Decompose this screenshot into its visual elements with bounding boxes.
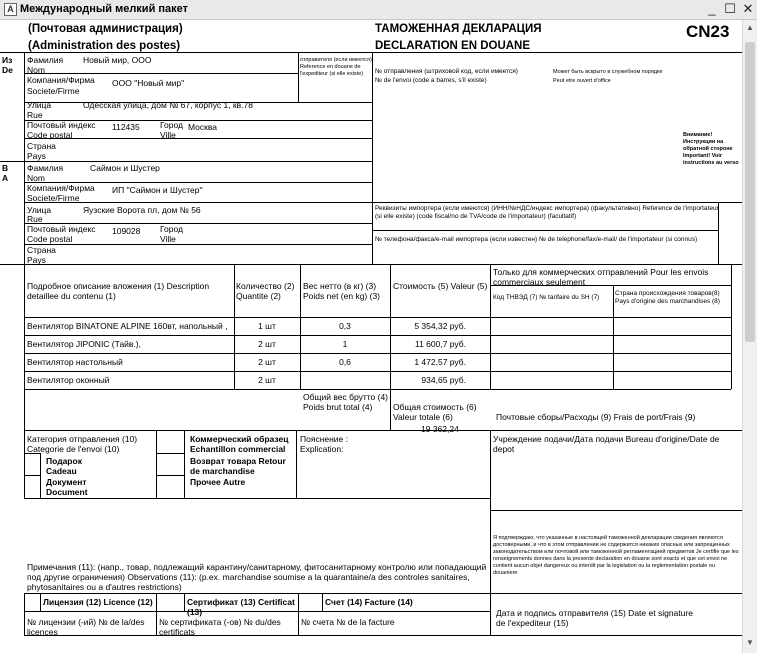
maximize-button[interactable]: ☐ [724,1,736,16]
divider [298,52,299,102]
item-quantity[interactable]: 2 шт [258,339,276,349]
divider [490,430,491,593]
postal-admin-fr: (Administration des postes) [28,40,181,52]
col-value-header: Стоимость (5) Valeur (5) [393,281,488,291]
recipient-postcode-label: Code postal [27,234,73,244]
item-weight[interactable]: 0,6 [339,357,351,367]
divider [322,593,323,611]
window-title: Международный мелкий пакет [20,3,189,15]
sender-city-label: Ville [160,130,176,140]
category-commercial-sample[interactable]: Коммерческий образец Echantillon commercial [190,434,289,454]
sender-country-label: Страна [27,141,56,151]
importer-reference-label: Реквизиты импортера (если имеются) (ИНН/№НДС/индекс импортера) (факультативно) Reference de l'importateur (si elle existe) (code fiscal/no de TVA/code de l'importateur) (facultatif) [375,205,719,220]
may-open-label: Может быть вскрыто в служебном порядке [553,69,663,75]
divider [372,202,742,203]
item-value[interactable]: 1 472,57 руб. [414,357,466,367]
recipient-street-value[interactable]: Яузские Ворота пл, дом № 56 [83,205,201,215]
divider [24,244,372,245]
divider [24,430,742,431]
window-titlebar [0,0,757,20]
sender-postcode-label: Почтовый индекс [27,120,96,130]
divider [184,593,185,611]
commercial-header: Только для коммерческих отправлений Pour les envois commerciaux seulement [493,267,709,287]
sender-company-label: Компания/Фирма [27,75,95,85]
divider [0,52,742,53]
sender-surname-value[interactable]: Новый мир, ООО [83,55,152,65]
recipient-city-label: Город [160,224,183,234]
divider [24,353,731,354]
item-weight[interactable]: 1 [342,339,348,349]
category-document[interactable]: Документ Document [46,477,88,497]
divider [24,475,40,476]
scroll-up-arrow-icon[interactable]: ▲ [746,23,754,32]
postal-admin-ru: (Почтовая администрация) [28,23,183,35]
divider [24,138,372,139]
divider [372,230,718,231]
divider [24,389,731,390]
total-value[interactable]: 19 362,24 [421,424,459,434]
recipient-country-label: Pays [27,255,46,265]
close-button[interactable]: ✕ [742,1,754,16]
sender-side-label: De [2,65,13,75]
category-other[interactable]: Прочее Autre [190,477,246,487]
divider [156,475,184,476]
sender-street-label: Улица [27,100,52,110]
col-origin-clip [615,288,730,316]
recipient-company-label: Компания/Фирма [27,183,95,193]
barcode-label: № de l'envoi (code a barres, s'il existe) [375,77,487,84]
item-value[interactable]: 11 600,7 руб. [414,339,466,349]
divider [24,593,742,594]
sender-city-label: Город [160,120,183,130]
divider [24,371,731,372]
item-description[interactable]: Вентилятор настольный [27,357,123,367]
item-description[interactable]: Вентилятор JIPONIC (Тайв.), [27,339,141,349]
divider [40,453,41,498]
divider [40,593,41,611]
scroll-down-arrow-icon[interactable]: ▼ [746,638,754,647]
divider [24,52,25,264]
total-value-label: Общая стоимость (6) Valeur totale (6) [393,402,477,422]
recipient-surname-value[interactable]: Саймон и Шустер [90,163,160,173]
recipient-country-label: Страна [27,245,56,255]
recipient-company-label: Societe/Firme [27,193,80,203]
divider [0,161,372,162]
category-label: Категория отправления (10) Categorie de l'envoi (10) [27,434,138,454]
importer-phone-label: № телефона/факса/e-mail импортера (если известен) № de telephone/fax/e-mail/ de l'importateur (si connus) [375,236,698,243]
col-weight-header: Вес нетто (в кг) (3) Poids net (en kg) (3) [303,281,381,301]
recipient-postcode-label: Почтовый индекс [27,224,96,234]
form-code: CN23 [686,22,730,41]
sender-postcode-label: Code postal [27,130,73,140]
divider [156,453,184,454]
may-open-label: Peut etre ouvert d'office [553,78,611,84]
divider [156,593,157,635]
divider [24,73,298,74]
sender-surname-label: Nom [27,65,45,75]
item-description[interactable]: Вентилятор BINATONE ALPINE 160вт, напольный , [27,321,228,331]
divider [156,430,157,498]
item-weight[interactable]: 0,3 [339,321,351,331]
divider [24,498,490,499]
divider [24,335,731,336]
licence-number-label: № лицензии (-ий) № de la/des licences [27,617,145,637]
vertical-scrollbar[interactable] [742,20,757,653]
signature-label: Дата и подпись отправителя (15) Date et signature de l'expediteur (15) [496,608,693,628]
divider [490,593,491,635]
sender-country-label: Pays [27,151,46,161]
recipient-surname-label: Фамилия [27,163,64,173]
app-icon: A [4,3,17,16]
sender-city-value[interactable]: Москва [188,122,218,132]
sender-company-value[interactable]: ООО "Новый мир" [112,78,185,88]
divider [24,317,731,318]
barcode-label: № отправления (штриховой код, если имеется) [375,68,518,75]
sender-street-label: Rue [27,110,43,120]
divider [731,264,732,389]
certificate-number-label: № сертификата (-ов) № du/des certificats [159,617,281,637]
col-quantity-header: Количество (2) Quantite (2) [236,281,295,301]
item-value[interactable]: 934,65 руб. [421,375,466,385]
explanation-label: Пояснение : Explication: [300,434,349,454]
licence-checkbox-label[interactable]: Лицензия (12) Licence (12) [43,597,153,607]
divider [296,430,297,498]
category-returned-goods[interactable]: Возврат товара Retour de marchandise [190,456,286,476]
recipient-postcode-value[interactable]: 109028 [112,226,141,236]
invoice-number-label: № счета № de la facture [301,617,395,627]
customs-title-ru: ТАМОЖЕННАЯ ДЕКЛАРАЦИЯ [375,23,542,35]
observations-label: Примечания (11): (напр., товар, подлежащий карантину/санитарному, фитосанитарному контролю или попадающий под другие ограничения) Observations (11): (p.ex. marchandise soumise a la quarantaine/a des controles sanitaires, phytosanitaires ou a d'autres restrictions) [27,562,487,592]
customs-title-fr: DECLARATION EN DOUANE [375,40,531,52]
col-origin-header: Страна происхождения товаров(8) Pays d'origine des marchandises (8) [615,290,720,305]
recipient-street-label: Улица [27,205,52,215]
sender-street-value[interactable]: Одесская улица, дом № 67, корпус 1, кв.78 [83,100,253,110]
office-of-origin-label: Учреждение подачи/Дата подачи Bureau d'origine/Date de depot [493,434,720,454]
gross-weight-label: Общий вес брутто (4) Poids brut total (4) [303,392,389,412]
divider [490,510,742,511]
divider [0,264,742,265]
col-hs-code-header: Код ТНВЭД (7) № tarifaire du SH (7) [493,294,600,301]
invoice-checkbox-label[interactable]: Счет (14) Facture (14) [325,597,413,607]
recipient-city-label: Ville [160,234,176,244]
sender-surname-label: Фамилия [27,55,64,65]
important-note: Внимание! Инструкции на обратной стороне Important! Voir instructions au verso [683,132,739,166]
sender-customs-ref-note: отправителя (если имеется) Reference en douane de l'expediteur (si elle existe) [300,57,372,77]
certification-text: Я подтверждаю, что указанные в настоящей таможенной декларации сведения являются достоверными, и что в этом отправлении не содержится никаких опасных или запрещенных законодательством или почтовой или таможенной регламентацией предметов Je certifie que les renseignements donnes dans la presente declaration en douane sont exacts et que cet envoi ne contient aucun objet dangereux ou interdit par la legislation ou la reglementation postale ou douaniere [493,535,739,576]
scrollbar-thumb[interactable] [745,42,755,342]
recipient-surname-label: Nom [27,173,45,183]
divider [613,285,614,389]
divider [24,430,25,498]
item-value[interactable]: 5 354,32 руб. [414,321,466,331]
item-description[interactable]: Вентилятор оконный [27,375,110,385]
recipient-side-label: А [2,173,9,183]
customs-declaration-form [0,20,742,653]
sender-company-label: Societe/Firme [27,86,80,96]
divider [298,593,299,635]
item-quantity[interactable]: 2 шт [258,357,276,367]
sender-side-label: Из [2,55,13,65]
category-gift[interactable]: Подарок Cadeau [46,456,82,476]
divider [184,430,185,498]
certificate-checkbox-label[interactable]: Сертификат (13) Certificat (13) [187,597,295,617]
divider [372,52,373,264]
item-quantity[interactable]: 2 шт [258,375,276,385]
postal-charges-label: Почтовые сборы/Расходы (9) Frais de port/Frais (9) [496,412,696,422]
divider [24,593,25,635]
minimize-button[interactable]: _ [708,1,716,16]
col-description-header: Подробное описание вложения (1) Description detaillee du contenu (1) [27,281,210,301]
recipient-side-label: В [2,163,9,173]
divider [24,264,25,430]
item-quantity[interactable]: 1 шт [258,321,276,331]
recipient-company-value[interactable]: ИП "Саймон и Шустер" [112,185,203,195]
recipient-street-label: Rue [27,214,43,224]
sender-postcode-value[interactable]: 112435 [112,122,140,132]
